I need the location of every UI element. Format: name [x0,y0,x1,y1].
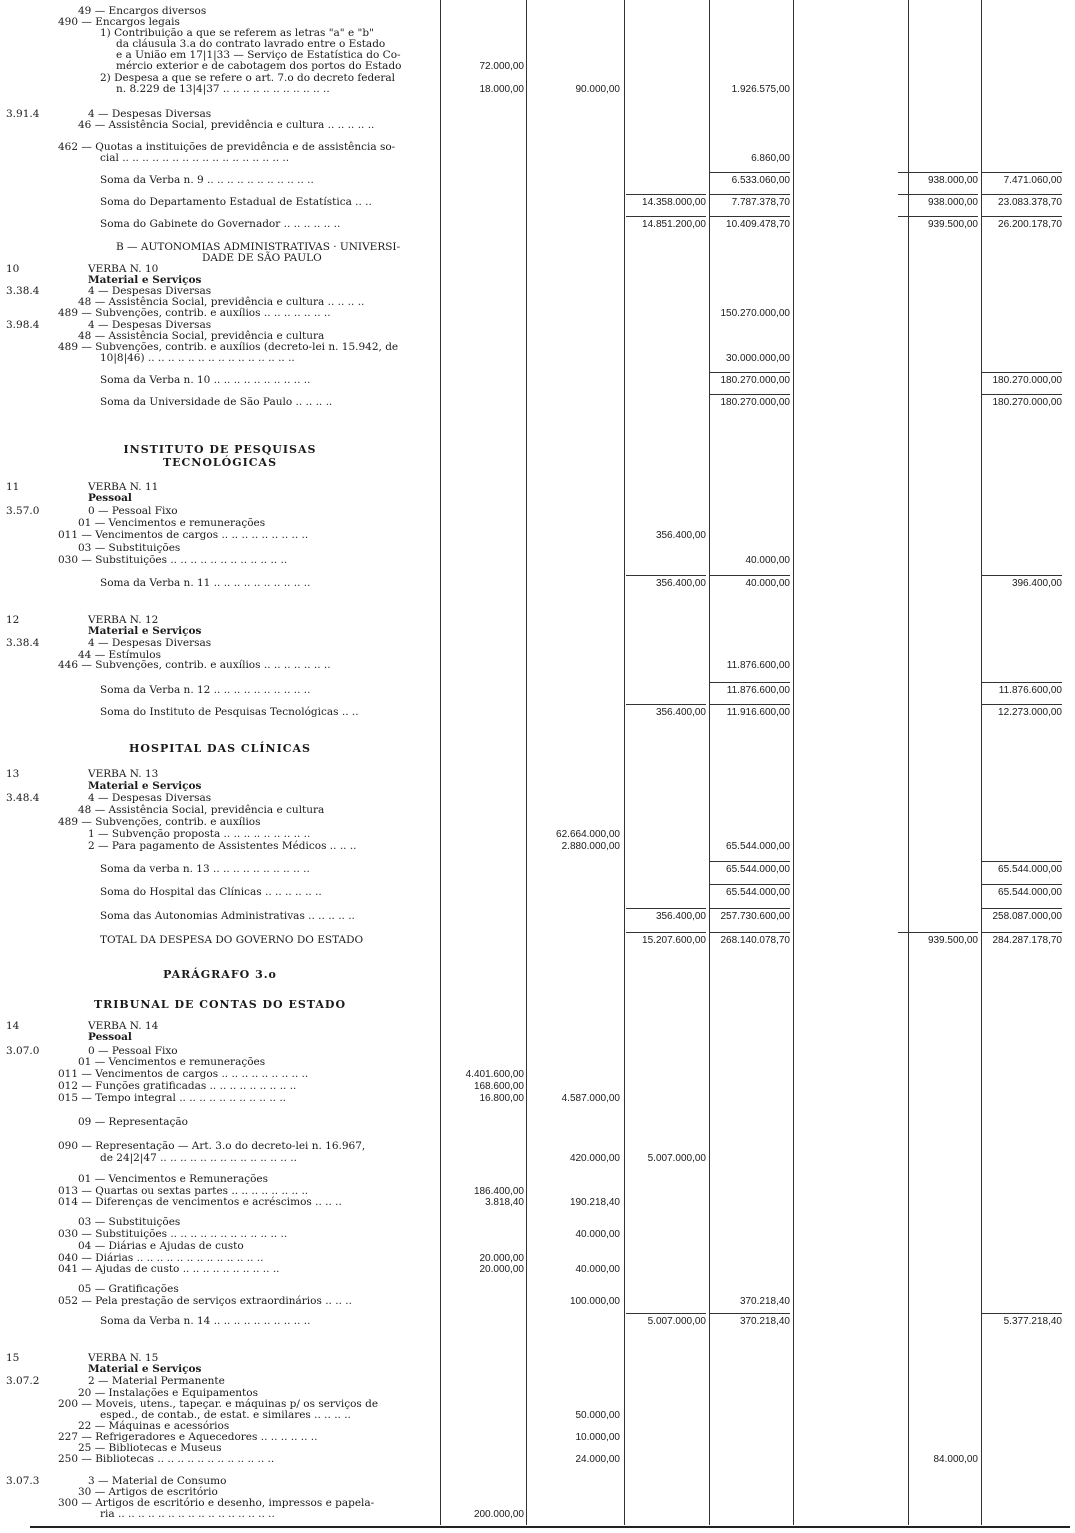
account-code: 3.07.2 [6,1375,40,1387]
amount-cell: 16.800,00 [479,1093,524,1104]
line-item-label: VERBA N. 13 [88,768,159,780]
account-code: 3.07.3 [6,1475,40,1487]
sum-rule [710,704,790,705]
line-item-label: 446 — Subvenções, contrib. e auxílios .. .. .. .. .. .. .. [58,659,331,671]
section-heading: INSTITUTO DE PESQUISAS [123,443,317,456]
line-item-label: Soma da Universidade de São Paulo .. .. .. .. [100,396,333,408]
account-code: 3.98.4 [6,319,40,331]
amount-cell: 5.007.000,00 [647,1153,706,1164]
line-item-label: 250 — Bibliotecas .. .. .. .. .. .. .. .. .. .. .. .. [58,1453,275,1465]
amount-cell: 257.730.600,00 [720,911,790,922]
sum-rule [710,394,790,395]
column-divider [440,0,441,1525]
line-item-label: 0 — Pessoal Fixo [88,1045,178,1057]
line-item-label: 09 — Representação [78,1116,188,1128]
line-item-label: 013 — Quartas ou sextas partes .. .. .. .. .. .. .. .. [58,1185,309,1197]
line-item-label: 01 — Vencimentos e remunerações [78,517,266,529]
line-item-label: 4 — Despesas Diversas [88,637,212,649]
sum-rule [710,372,790,373]
sum-rule [982,1313,1062,1314]
amount-cell: 180.270.000,00 [720,397,790,408]
amount-cell: 2.880.000,00 [561,841,620,852]
line-item-label: 489 — Subvenções, contrib. e auxílios .. .. .. .. .. .. .. [58,307,331,319]
amount-cell: 65.544.000,00 [726,864,790,875]
line-item-label: 01 — Vencimentos e remunerações [78,1056,266,1068]
line-item-label: 011 — Vencimentos de cargos .. .. .. .. .. .. .. .. .. [58,529,309,541]
sum-rule [626,908,706,909]
amount-cell: 10.000,00 [575,1432,620,1443]
amount-cell: 5.377.218,40 [1003,1316,1062,1327]
sum-rule [982,908,1062,909]
account-code: 3.07.0 [6,1045,40,1057]
sum-rule [710,194,790,195]
sum-rule [982,575,1062,576]
amount-cell: 356.400,00 [655,707,706,718]
line-item-label: 030 — Substituições .. .. .. .. .. .. .. .. .. .. .. .. [58,1228,288,1240]
line-item-label: de 24|2|47 .. .. .. .. .. .. .. .. .. .. .. .. .. .. [100,1152,297,1164]
sum-rule [626,194,706,195]
line-item-label: 03 — Substituições [78,542,181,554]
account-code: 11 [6,481,20,493]
line-item-label: 20 — Instalações e Equipamentos [78,1387,258,1399]
amount-cell: 65.544.000,00 [998,864,1062,875]
line-item-label: 011 — Vencimentos de cargos .. .. .. .. .. .. .. .. .. [58,1068,309,1080]
line-item-label: 1 — Subvenção proposta .. .. .. .. .. .. .. .. .. [88,828,311,840]
amount-cell: 284.287.178,70 [992,935,1062,946]
line-item-label: VERBA N. 14 [88,1020,159,1032]
amount-cell: 200.000,00 [473,1509,524,1520]
line-item-label: 4 — Despesas Diversas [88,108,212,120]
line-item-label: 040 — Diárias .. .. .. .. .. .. .. .. .. .. .. .. .. [58,1252,264,1264]
line-item-label: mércio exterior e de cabotagem dos portos do Estado [116,60,402,72]
sum-rule [626,1313,706,1314]
amount-cell: 370.218,40 [739,1316,790,1327]
sum-rule [626,704,706,705]
amount-cell: 40.000,00 [745,555,790,566]
amount-cell: 84.000,00 [933,1454,978,1465]
line-item-label: VERBA N. 10 [88,263,159,275]
line-item-label: Soma da Verba n. 11 .. .. .. .. .. .. .. .. .. .. [100,577,311,589]
amount-cell: 356.400,00 [655,911,706,922]
sum-rule [982,704,1062,705]
sum-rule [982,861,1062,862]
line-item-label: ria .. .. .. .. .. .. .. .. .. .. .. .. .. .. .. .. [100,1508,275,1520]
sum-rule [982,172,1062,173]
amount-cell: 4.401.600,00 [465,1069,524,1080]
line-item-label: B — AUTONOMIAS ADMINISTRATIVAS · UNIVERSI- [116,241,401,253]
account-code: 13 [6,768,20,780]
line-item-label: VERBA N. 15 [88,1352,159,1364]
line-item-label: 30 — Artigos de escritório [78,1486,218,1498]
line-item-label: Soma da verba n. 13 .. .. .. .. .. .. .. .. .. .. [100,863,310,875]
line-item-label: Pessoal [88,492,132,504]
sum-rule [898,194,978,195]
amount-cell: 30.000.000,00 [726,353,790,364]
section-heading: HOSPITAL DAS CLÍNICAS [129,742,311,755]
line-item-label: Soma do Departamento Estadual de Estatística .. .. [100,196,372,208]
amount-cell: 370.218,40 [739,1296,790,1307]
amount-cell: 939.500,00 [927,219,978,230]
amount-cell: 7.787.378,70 [731,197,790,208]
line-item-label: 489 — Subvenções, contrib. e auxílios [58,816,261,828]
amount-cell: 100.000,00 [569,1296,620,1307]
section-heading: TECNOLÓGICAS [162,456,278,469]
amount-cell: 168.600,00 [473,1081,524,1092]
amount-cell: 11.916.600,00 [726,707,790,718]
sum-rule [710,908,790,909]
account-code: 15 [6,1352,20,1364]
line-item-label: Pessoal [88,1031,132,1043]
sum-rule [710,172,790,173]
amount-cell: 18.000,00 [479,84,524,95]
amount-cell: 186.400,00 [473,1186,524,1197]
section-heading: PARÁGRAFO 3.o [163,968,277,981]
sum-rule [626,932,706,933]
amount-cell: 65.544.000,00 [726,887,790,898]
line-item-label: 1) Contribuição a que se referem as letras "a" e "b" [100,27,374,39]
line-item-label: Soma da Verba n. 9 .. .. .. .. .. .. .. .. .. .. .. [100,174,314,186]
line-item-label: Soma da Verba n. 10 .. .. .. .. .. .. .. .. .. .. [100,374,311,386]
column-divider [793,0,794,1525]
line-item-label: 012 — Funções gratificadas .. .. .. .. .. .. .. .. .. [58,1080,297,1092]
amount-cell: 420.000,00 [569,1153,620,1164]
amount-cell: 938.000,00 [927,197,978,208]
amount-cell: 356.400,00 [655,530,706,541]
amount-cell: 14.851.200,00 [642,219,706,230]
line-item-label: Soma das Autonomias Administrativas .. .. .. .. .. [100,910,355,922]
amount-cell: 40.000,00 [575,1229,620,1240]
line-item-label: 014 — Diferenças de vencimentos e acréscimos .. .. .. [58,1196,342,1208]
line-item-label: Material e Serviços [88,625,202,637]
sum-rule [626,216,706,217]
sum-rule [898,216,978,217]
line-item-label: 200 — Moveis, utens., tapeçar. e máquinas p/ os serviços de [58,1398,379,1410]
amount-cell: 40.000,00 [575,1264,620,1275]
account-code: 3.91.4 [6,108,40,120]
sum-rule [710,682,790,683]
line-item-label: 300 — Artigos de escritório e desenho, impressos e papela- [58,1497,375,1509]
sum-rule [982,394,1062,395]
amount-cell: 23.083.378,70 [998,197,1062,208]
line-item-label: n. 8.229 de 13|4|37 .. .. .. .. .. .. .. .. .. .. .. [116,83,330,95]
line-item-label: Material e Serviços [88,274,202,286]
line-item-label: 44 — Estímulos [78,649,161,661]
line-item-label: DADE DE SÃO PAULO [202,252,322,264]
column-divider [526,0,527,1525]
amount-cell: 11.876.600,00 [726,685,790,696]
line-item-label: 015 — Tempo integral .. .. .. .. .. .. .. .. .. .. .. [58,1092,287,1104]
line-item-label: da cláusula 3.a do contrato lavrado entre o Estado [116,38,386,50]
line-item-label: 04 — Diárias e Ajudas de custo [78,1240,244,1252]
sum-rule [710,861,790,862]
amount-cell: 15.207.600,00 [642,935,706,946]
amount-cell: 1.926.575,00 [731,84,790,95]
sum-rule [982,194,1062,195]
amount-cell: 4.587.000,00 [561,1093,620,1104]
line-item-label: 49 — Encargos diversos [78,5,207,17]
line-item-label: 03 — Substituições [78,1216,181,1228]
amount-cell: 180.270.000,00 [720,375,790,386]
amount-cell: 14.358.000,00 [642,197,706,208]
line-item-label: Soma do Gabinete do Governador .. .. .. .. .. .. [100,218,341,230]
line-item-label: 052 — Pela prestação de serviços extraordinários .. .. .. [58,1295,352,1307]
account-code: 10 [6,263,20,275]
sum-rule [898,172,978,173]
sum-rule [898,932,978,933]
line-item-label: 2 — Material Permanente [88,1375,225,1387]
line-item-label: 2 — Para pagamento de Assistentes Médicos .. .. .. [88,840,357,852]
sum-rule [710,884,790,885]
amount-cell: 40.000,00 [745,578,790,589]
sum-rule [982,372,1062,373]
line-item-label: 090 — Representação — Art. 3.o do decreto-lei n. 16.967, [58,1140,366,1152]
account-code: 12 [6,614,20,626]
amount-cell: 938.000,00 [927,175,978,186]
section-heading: TRIBUNAL DE CONTAS DO ESTADO [93,998,347,1011]
line-item-label: 48 — Assistência Social, previdência e cultura [78,804,325,816]
line-item-label: esped., de contab., de estat. e similares .. .. .. .. [100,1409,351,1421]
sum-rule [710,216,790,217]
amount-cell: 258.087.000,00 [992,911,1062,922]
account-code: 3.57.0 [6,505,40,517]
amount-cell: 90.000,00 [575,84,620,95]
line-item-label: 041 — Ajudas de custo .. .. .. .. .. .. .. .. .. .. [58,1263,280,1275]
amount-cell: 268.140.078,70 [720,935,790,946]
sum-rule [710,932,790,933]
line-item-label: 46 — Assistência Social, previdência e cultura .. .. .. .. .. [78,119,375,131]
line-item-label: Material e Serviços [88,1363,202,1375]
amount-cell: 62.664.000,00 [556,829,620,840]
line-item-label: 030 — Substituições .. .. .. .. .. .. .. .. .. .. .. .. [58,554,288,566]
account-code: 3.48.4 [6,792,40,804]
amount-cell: 6.533.060,00 [731,175,790,186]
amount-cell: 190.218,40 [569,1197,620,1208]
line-item-label: VERBA N. 11 [88,481,159,493]
amount-cell: 65.544.000,00 [726,841,790,852]
amount-cell: 180.270.000,00 [992,397,1062,408]
sum-rule [982,216,1062,217]
sum-rule [982,884,1062,885]
line-item-label: e a União em 17|1|33 — Serviço de Estatística do Co- [116,49,401,61]
amount-cell: 939.500,00 [927,935,978,946]
sum-rule [626,575,706,576]
line-item-label: 462 — Quotas a instituições de previdência e de assistência so- [58,141,396,153]
line-item-label: 10|8|46) .. .. .. .. .. .. .. .. .. .. .. .. .. .. .. [100,352,295,364]
amount-cell: 12.273.000,00 [998,707,1062,718]
sum-rule [710,1313,790,1314]
line-item-label: cial .. .. .. .. .. .. .. .. .. .. .. .. .. .. .. .. .. [100,152,290,164]
line-item-label: 25 — Bibliotecas e Museus [78,1442,222,1454]
line-item-label: 2) Despesa a que se refere o art. 7.o do decreto federal [100,72,396,84]
line-item-label: 01 — Vencimentos e Remunerações [78,1173,269,1185]
amount-cell: 356.400,00 [655,578,706,589]
line-item-label: 22 — Máquinas e acessórios [78,1420,230,1432]
line-item-label: 4 — Despesas Diversas [88,319,212,331]
account-code: 3.38.4 [6,637,40,649]
line-item-label: 4 — Despesas Diversas [88,285,212,297]
amount-cell: 20.000,00 [479,1264,524,1275]
line-item-label: 4 — Despesas Diversas [88,792,212,804]
amount-cell: 10.409.478,70 [726,219,790,230]
amount-cell: 7.471.060,00 [1003,175,1062,186]
amount-cell: 5.007.000,00 [647,1316,706,1327]
amount-cell: 50.000,00 [575,1410,620,1421]
amount-cell: 396.400,00 [1011,578,1062,589]
sum-rule [982,682,1062,683]
amount-cell: 65.544.000,00 [998,887,1062,898]
sum-rule [710,575,790,576]
line-item-label: Soma da Verba n. 14 .. .. .. .. .. .. .. .. .. .. [100,1315,311,1327]
amount-cell: 72.000,00 [479,61,524,72]
line-item-label: VERBA N. 12 [88,614,159,626]
line-item-label: 3 — Material de Consumo [88,1475,227,1487]
amount-cell: 150.270.000,00 [720,308,790,319]
line-item-label: Soma do Instituto de Pesquisas Tecnológicas .. .. [100,706,359,718]
line-item-label: 48 — Assistência Social, previdência e cultura .. .. .. .. [78,296,365,308]
amount-cell: 3.818,40 [485,1197,524,1208]
sum-rule [982,932,1062,933]
amount-cell: 11.876.600,00 [726,660,790,671]
line-item-label: 227 — Refrigeradores e Aquecedores .. .. .. .. .. .. [58,1431,318,1443]
amount-cell: 24.000,00 [575,1454,620,1465]
line-item-label: Soma do Hospital das Clínicas .. .. .. .. .. .. [100,886,322,898]
line-item-label: 490 — Encargos legais [58,16,180,28]
line-item-label: Soma da Verba n. 12 .. .. .. .. .. .. .. .. .. .. [100,684,311,696]
amount-cell: 26.200.178,70 [998,219,1062,230]
line-item-label: 05 — Gratificações [78,1283,179,1295]
amount-cell: 180.270.000,00 [992,375,1062,386]
bottom-rule [30,1526,1070,1528]
amount-cell: 6.860,00 [751,153,790,164]
line-item-label: Material e Serviços [88,780,202,792]
amount-cell: 11.876.600,00 [998,685,1062,696]
amount-cell: 20.000,00 [479,1253,524,1264]
account-code: 3.38.4 [6,285,40,297]
line-item-label: 0 — Pessoal Fixo [88,505,178,517]
line-item-label: 48 — Assistência Social, previdência e cultura [78,330,325,342]
account-code: 14 [6,1020,20,1032]
line-item-label: TOTAL DA DESPESA DO GOVERNO DO ESTADO [100,934,364,946]
line-item-label: 489 — Subvenções, contrib. e auxílios (decreto-lei n. 15.942, de [58,341,399,353]
